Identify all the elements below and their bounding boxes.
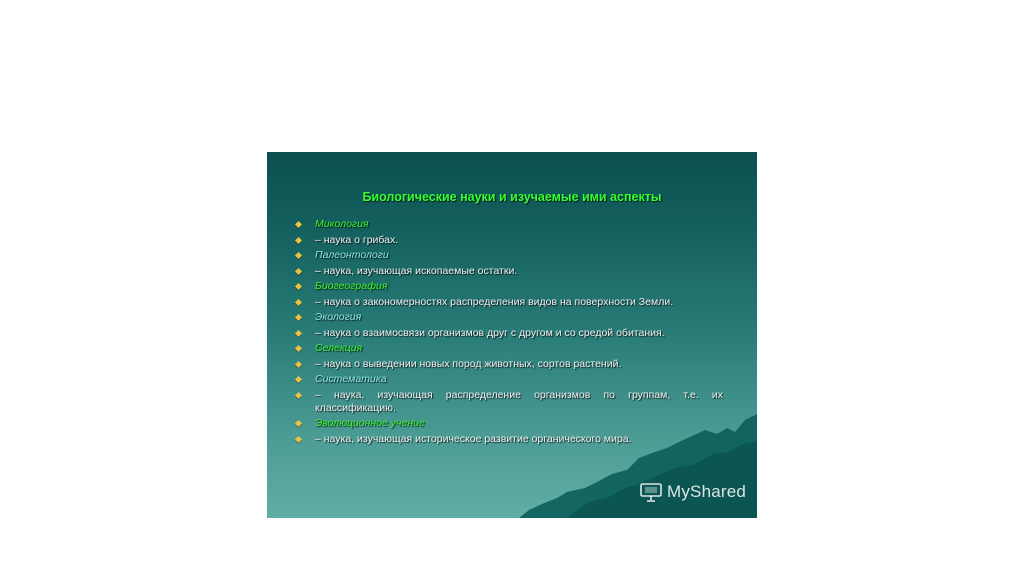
- watermark-text: MyShared: [667, 482, 747, 501]
- diamond-bullet-icon: [295, 436, 302, 443]
- list-item-description: [293, 389, 723, 416]
- science-description: – наука о закономерностях распределения видов на поверхности Земли.: [315, 295, 674, 308]
- list-item-term: [293, 280, 723, 293]
- diamond-bullet-icon: [295, 420, 302, 427]
- science-description: – наука, изучающая ископаемые остатки.: [315, 264, 518, 277]
- diamond-bullet-icon: [295, 252, 302, 259]
- diamond-bullet-icon: [295, 283, 302, 290]
- list-item-description: [293, 296, 723, 309]
- list-item-term: [293, 311, 723, 324]
- science-term: Эволюционное учение: [315, 417, 425, 430]
- list-item-description: [293, 265, 723, 278]
- diamond-bullet-icon: [295, 360, 302, 367]
- diamond-bullet-icon: [295, 329, 302, 336]
- list-item-term: [293, 218, 723, 231]
- diamond-bullet-icon: [295, 345, 302, 352]
- bullet-list: [293, 218, 723, 448]
- list-item-description: [293, 327, 723, 340]
- list-item-term: [293, 373, 723, 386]
- diamond-bullet-icon: [295, 267, 302, 274]
- science-description: – наука о взаимосвязи организмов друг с другом и со средой обитания.: [315, 326, 665, 339]
- list-item-description: [293, 234, 723, 247]
- diamond-bullet-icon: [295, 298, 302, 305]
- diamond-bullet-icon: [295, 236, 302, 243]
- science-term: Биогеография: [315, 280, 388, 292]
- list-item-term: [293, 417, 723, 430]
- science-description: – наука о грибах.: [315, 233, 399, 246]
- diamond-bullet-icon: [295, 314, 302, 321]
- watermark: [639, 482, 746, 502]
- science-term: Селекция: [315, 342, 363, 354]
- list-item-term: [293, 249, 723, 262]
- list-item-description: [293, 358, 723, 371]
- science-description: – наука, изучающая распределение организмов по группам, т.е. их классификацию.: [315, 388, 723, 414]
- science-term: Микология: [315, 218, 369, 230]
- science-description: – наука, изучающая историческое развитие органического мира.: [315, 432, 632, 445]
- list-item-description: [293, 433, 723, 446]
- science-term: Палеонтологи: [315, 249, 389, 261]
- slide-title: Биологические науки и изучаемые ими аспекты: [362, 190, 662, 204]
- diamond-bullet-icon: [295, 221, 302, 228]
- science-description: – наука о выведении новых пород животных, сортов растений.: [315, 357, 622, 370]
- list-item-term: [293, 342, 723, 355]
- science-term: Экология: [315, 311, 362, 323]
- diamond-bullet-icon: [295, 376, 302, 383]
- presentation-board-icon: [639, 482, 663, 502]
- science-term: Систематика: [315, 373, 387, 385]
- diamond-bullet-icon: [295, 391, 302, 398]
- presentation-slide: [267, 152, 757, 518]
